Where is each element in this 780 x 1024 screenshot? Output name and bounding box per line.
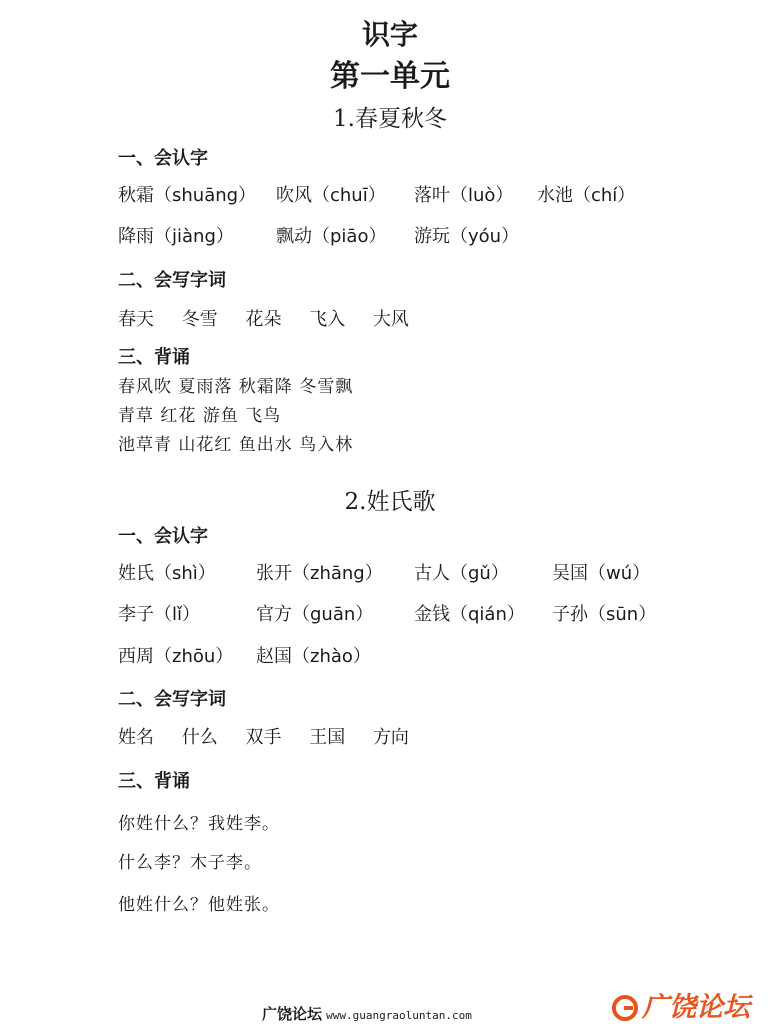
word-item: 子孙（sūn） [552,604,657,625]
lesson-2-recite-heading: 三、背诵 [118,771,190,792]
lesson-1-write-heading: 二、会写字词 [118,270,226,291]
lesson-2-write-heading: 二、会写字词 [118,689,226,710]
word-item: 秋霜（shuāng） [118,185,257,206]
recite-line: 青草 红花 游鱼 飞鸟 [118,406,282,426]
word-item: 飘动（piāo） [276,226,387,247]
word-item: 李子（lǐ） [118,604,201,625]
write-word: 冬雪 [181,309,218,330]
recite-line: 春风吹 夏雨落 秋霜降 冬雪飘 [118,377,354,397]
lesson-2-recognize-heading: 一、会认字 [118,526,208,547]
logo-text: 广饶论坛 [642,992,750,1023]
unit-title: 第一单元 [330,59,450,94]
word-item: 水池（chí） [537,185,636,206]
write-word: 姓名 [118,727,154,748]
word-item: 西周（zhōu） [118,646,234,667]
write-word: 双手 [245,727,282,748]
lesson-2-title: 2.姓氏歌 [344,489,436,515]
lesson-1-recognize-heading: 一、会认字 [118,148,208,169]
word-item: 官方（guān） [256,604,374,625]
write-word: 王国 [309,727,346,748]
word-item: 古人（gǔ） [414,563,509,584]
lesson-2-write-words [118,726,431,750]
write-word: 春天 [118,309,154,330]
recite-line: 池草青 山花红 鱼出水 鸟入林 [118,435,354,455]
word-item: 张开（zhāng） [256,563,383,584]
page-title: 识字 [361,18,418,51]
word-item: 姓氏（shì） [118,563,216,584]
recite-line: 他姓什么？他姓张。 [118,895,280,915]
write-word: 方向 [372,727,409,748]
write-word: 什么 [181,727,218,748]
word-item: 吹风（chuī） [276,185,386,206]
word-item: 落叶（luò） [414,185,514,206]
word-item: 降雨（jiàng） [118,226,234,247]
word-item: 游玩（yóu） [414,226,520,247]
lesson-1-recite-heading: 三、背诵 [118,347,190,368]
word-item: 吴国（wú） [552,563,651,584]
logo-g-icon [612,995,638,1021]
recite-line: 什么李？木子李。 [118,853,262,873]
footer-url[interactable]: www.guangraoluntan.com [326,1009,472,1022]
footer-credit [262,1006,472,1024]
lesson-1-write-words [118,308,431,332]
lesson-1-title: 1.春夏秋冬 [333,106,447,132]
recite-line: 你姓什么？我姓李。 [118,814,280,834]
write-word: 大风 [372,309,409,330]
footer-site-name: 广饶论坛 [262,1005,323,1023]
write-word: 飞入 [309,309,346,330]
word-item: 赵国（zhào） [256,646,371,667]
site-logo[interactable] [612,992,778,1024]
word-item: 金钱（qián） [414,604,525,625]
write-word: 花朵 [245,309,282,330]
